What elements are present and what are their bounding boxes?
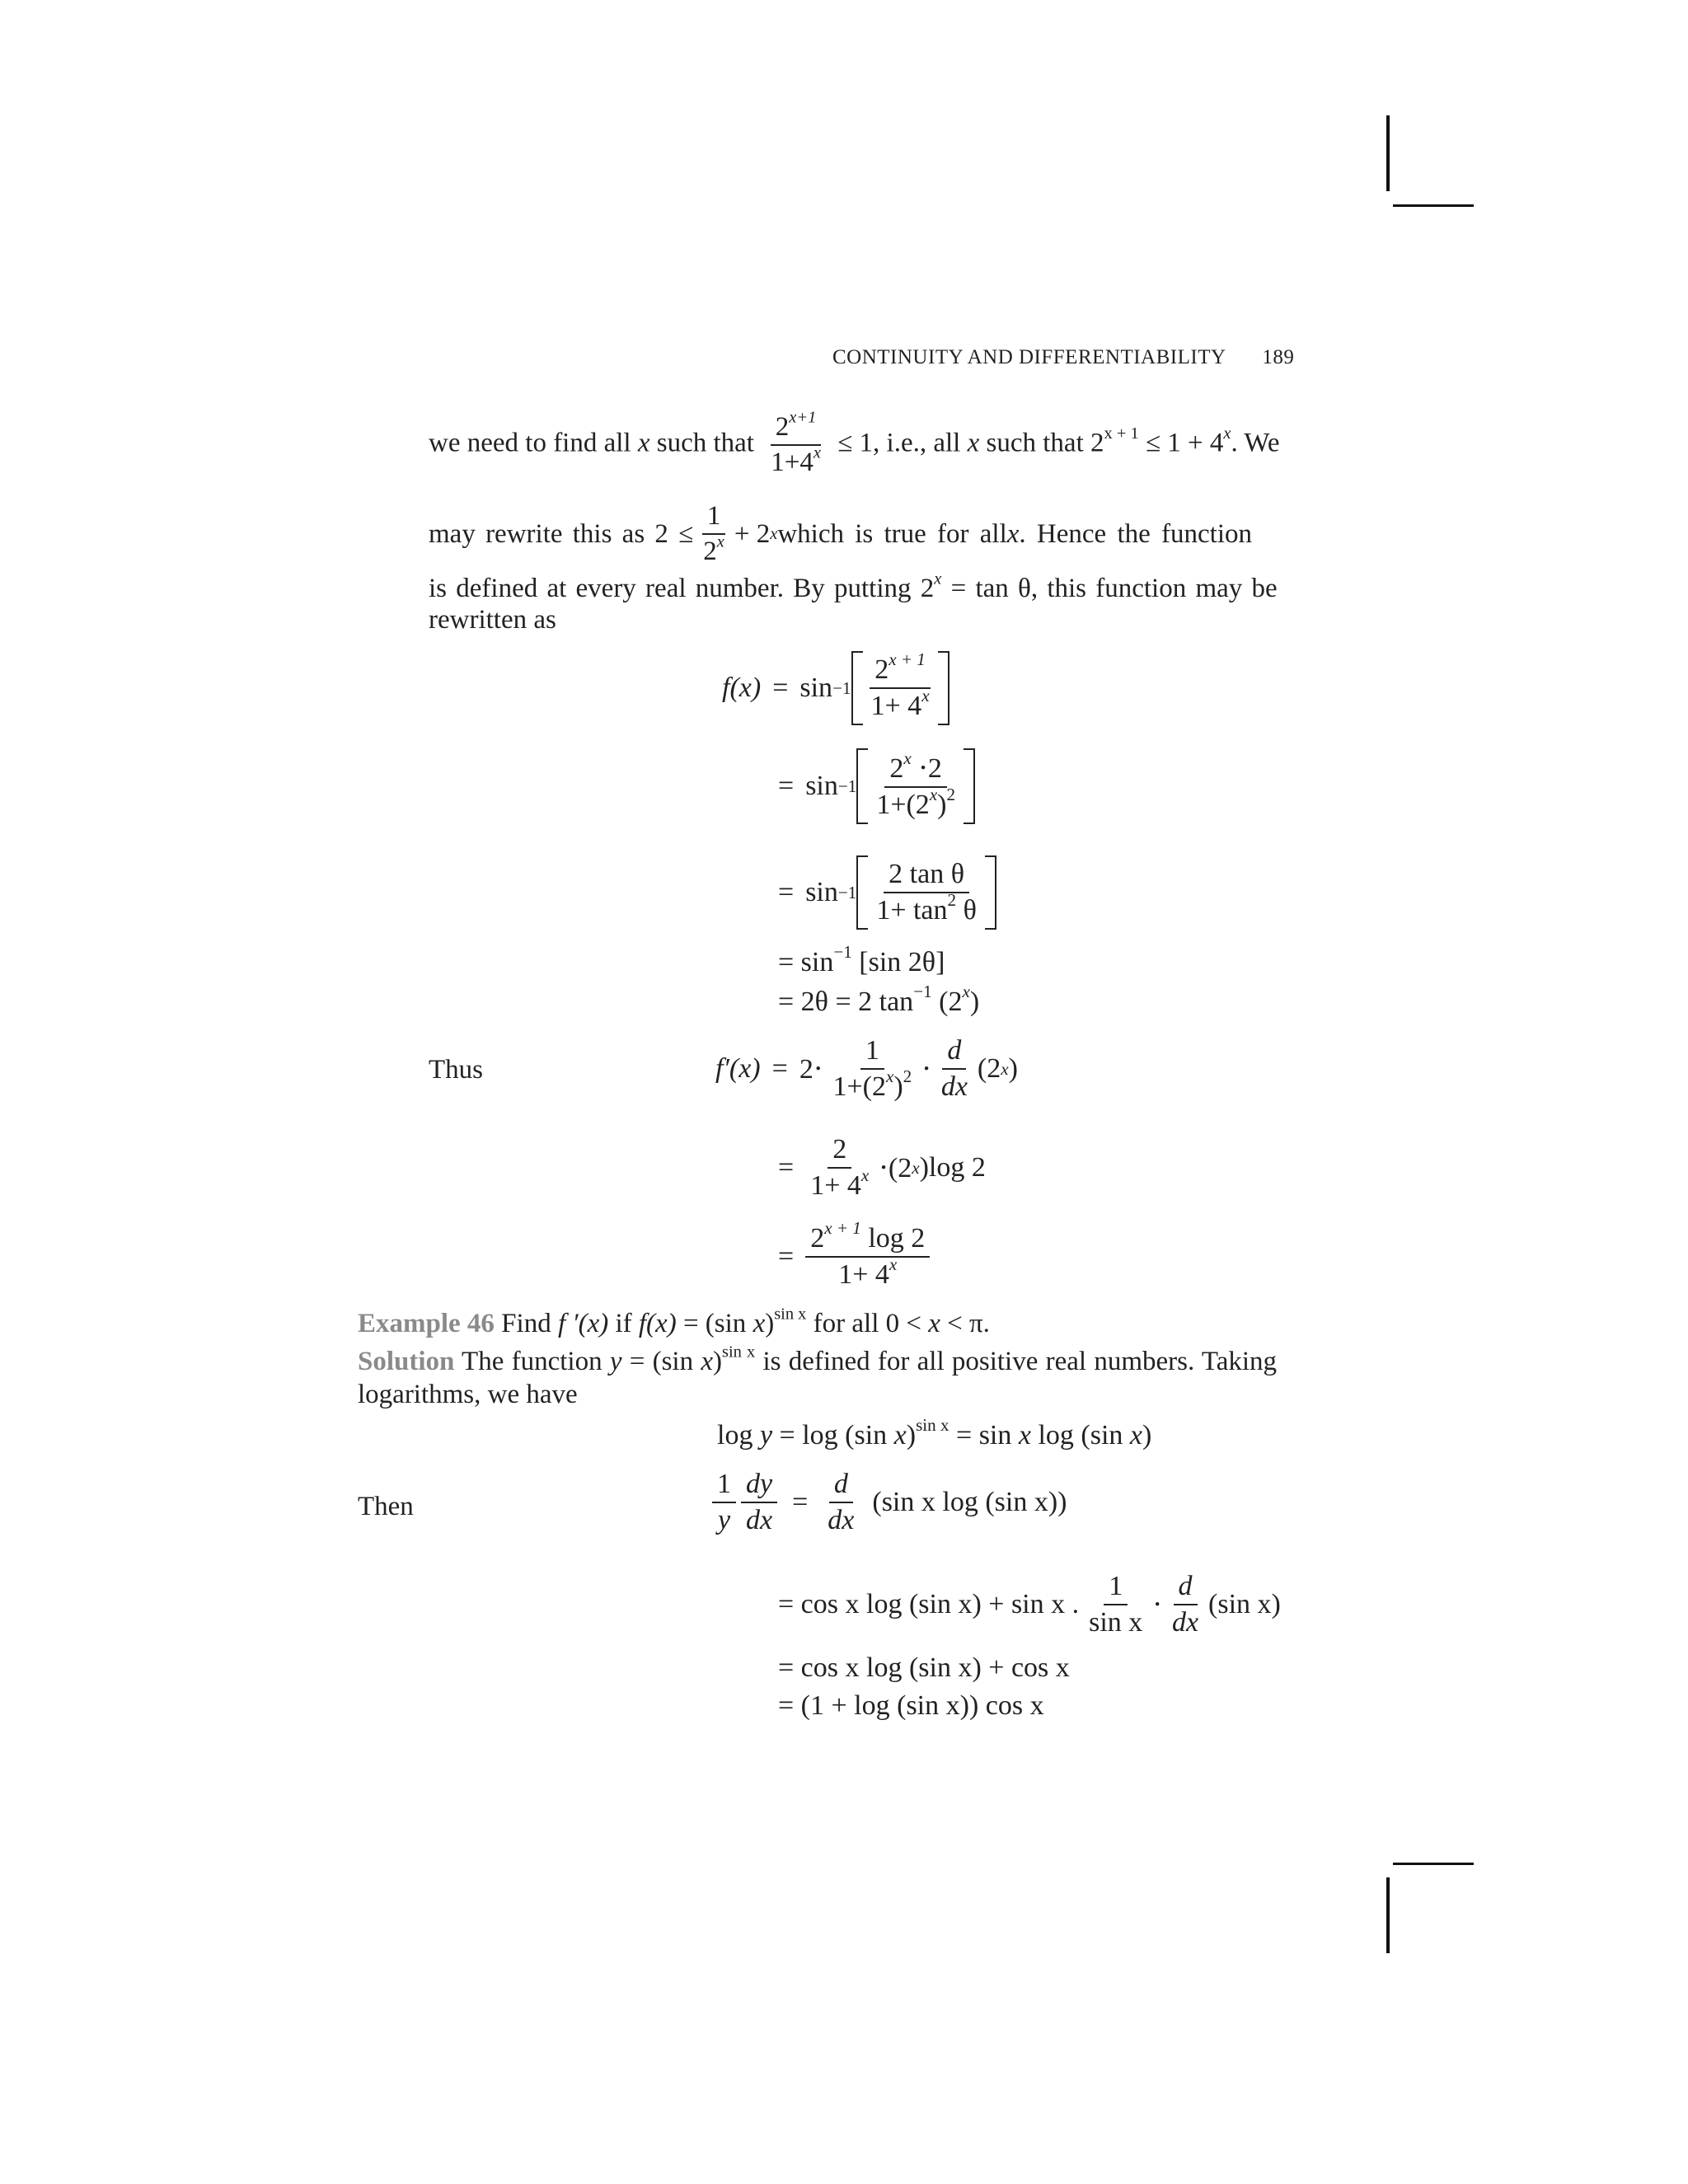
para1-sup-f: x + 1 [1104,424,1139,443]
para1-line [429,408,1310,478]
example-fx: f(x) [638,1309,677,1338]
frac2-den-sup: x [716,532,724,551]
eq1-den-sup: x [921,686,930,706]
eq7-num: 2 [828,1134,851,1169]
para2-text-b: + 2 [734,518,771,549]
para1-text-g: ≤ 1 + 4 [1138,428,1224,458]
equation-9 [717,1415,1152,1451]
para2-line: may rewrite this as 2 ≤ $\frac{1}{2^x}$ + 2 x which is true for all x . Hence the function [429,501,1252,566]
eq11-d2: dx [1171,1607,1199,1638]
eq6-d-num: d [942,1035,966,1070]
eq8-num-b: log 2 [860,1223,926,1254]
eq11-num: 1 [1104,1571,1128,1605]
eq1-lhs: f(x) [722,673,762,703]
solution-var-y: y [609,1347,622,1376]
para3-sup: x [934,569,942,588]
para1-text-c: such that [649,428,762,458]
solution-label: Solution [358,1347,455,1376]
eq10-d2: dx [746,1505,773,1535]
frac-num-sup: x+1 [789,408,817,427]
eq11-den: sin x [1089,1607,1143,1638]
eq10-tail: (sin x log (sin x)) [872,1487,1067,1517]
eq7-frac [805,1134,874,1202]
eq1-num: 2 [874,654,889,685]
eq9-b: y [759,1420,773,1451]
eq10-frac1 [712,1469,736,1536]
eq2-num-b: ⋅2 [911,753,942,784]
para1-sup-g: x [1223,424,1231,443]
example-label: Example 46 [358,1309,495,1338]
eq8-num: 2 [810,1223,825,1254]
eq8-den-sup: x [889,1254,898,1275]
eq4-text: = sin [778,947,834,977]
eq2-equals: = [778,771,795,801]
frac-den-sup: x [813,443,821,462]
eq3-num: 2 tan θ [884,859,969,893]
eq9-f: = sin [949,1420,1019,1451]
eq6-deriv [936,1035,973,1103]
eq11-n2: d [1174,1571,1198,1605]
crop-mark-bottom-horizontal [1393,1863,1474,1865]
eq2-den-b: ) [937,790,947,820]
equation-10 [707,1469,1067,1536]
running-header [832,346,1294,370]
eq7-den-sup: x [860,1165,870,1186]
para3-line2 [429,605,556,636]
eq6-d-den: dx [940,1071,968,1102]
para3-text-b: = tan θ, this function may be [941,574,1278,603]
eq7-equals: = [778,1152,795,1183]
equation-5 [778,982,980,1018]
thus-label: Thus [429,1055,483,1085]
frac-den: 1+4 [771,448,814,477]
eq8-frac [805,1218,930,1291]
frac2-num: 1 [702,501,726,535]
solution-text-c: = (sin [621,1347,701,1376]
eq6-tail: (2 [977,1053,1001,1084]
eq7-den: 1+ 4 [810,1170,861,1201]
eq9-a: log [717,1420,760,1451]
para3-line1 [429,569,1278,605]
inline-fraction-1 [766,408,826,478]
solution-text-e: ) [713,1347,723,1376]
eq6-equals: = [771,1053,788,1084]
eq8-equals: = [778,1241,795,1272]
eq1-num-sup: x + 1 [889,649,926,670]
eq9-i: x [1129,1420,1143,1451]
equation-7: = $\frac{2}{1+ 4^x}$ ⋅(2 x )log 2 [778,1134,986,1201]
eq11-dot: ⋅ [1152,1590,1162,1620]
eq5-end: ) [969,987,980,1017]
para2-var: x [1006,518,1020,549]
example-text-j: < π. [940,1309,990,1338]
eq6-lhs: f′(x) [715,1053,761,1084]
eq3-equals: = [778,877,795,907]
eq9-h: log (sin [1030,1420,1130,1451]
eq11-deriv [1167,1571,1203,1638]
eq10-frac2 [741,1469,777,1536]
para1-text-h: . We [1231,428,1280,458]
para1-text-d: ≤ 1, i.e., all [837,428,968,458]
equation-4 [778,942,945,978]
equation-1: f(x) = sin −1 $\frac{2^{x + 1}}{1+ 4^x}$ [722,651,950,725]
eq6-tail-end: ) [1008,1053,1018,1084]
example-text-g: ) [765,1309,775,1338]
equation-12 [778,1652,1070,1684]
frac-num: 2 [775,412,790,442]
crop-mark-top-vertical [1386,115,1390,191]
solution-text-g: logarithms, we have [358,1380,578,1409]
example-text-c: if [608,1309,639,1338]
eq11-frac [1084,1571,1147,1638]
para2-text-c: which is true for all [777,518,1007,549]
eq2-bracket [856,748,975,824]
eq9-g: x [1018,1420,1031,1451]
example-text-e: = (sin [676,1309,753,1338]
eq6-dot: ⋅ [921,1054,931,1085]
eq6-den-sup2: 2 [903,1066,912,1087]
solution-sup: sin x [722,1343,756,1361]
eq11-a: = cos x log (sin x) + sin x . [778,1589,1080,1619]
eq2-fn: sin [805,771,838,801]
para1-var2: x [967,428,980,458]
eq5-rest-sup: x [962,982,970,1002]
eq2-den: 1+(2 [876,790,930,820]
solution-var-x: x [701,1347,714,1376]
eq8-num-sup: x + 1 [824,1218,861,1239]
eq9-d: x [893,1420,907,1451]
para1-text-a: we need to find all [429,428,638,458]
eq3-den-b: θ [956,895,977,926]
eq10-n1: 1 [712,1469,736,1503]
solution-text-a: The function [454,1347,610,1376]
para2-text-e: . Hence the function [1019,518,1252,549]
eq3-fn: sin [805,877,838,907]
eq2-num-sup: x [903,748,912,769]
para1-text-f: such that 2 [979,428,1104,458]
eq11-tail: (sin x) [1208,1589,1281,1619]
eq13-text: = (1 + log (sin x)) cos x [778,1690,1044,1721]
eq2-den-sup: x [929,785,938,805]
frac2-den: 2 [703,537,717,566]
eq10-n2: dy [741,1469,777,1503]
eq5-sup: −1 [913,982,932,1002]
eq8-den: 1+ 4 [838,1259,889,1290]
equation-2: = sin −1 $\frac{2^x \cdot 2}{1+(2^x)^2}$ [778,748,975,824]
equation-6: f′(x) = 2⋅ $\frac{1}{1+(2^x)^2}$ ⋅ $\frac{d}{dx}$ (2 x ) [715,1035,1018,1102]
solution-line2 [358,1380,578,1411]
eq6-den: 1+(2 [832,1071,886,1102]
para3-text-c: rewritten as [429,605,556,635]
eq12-text: = cos x log (sin x) + cos x [778,1652,1070,1683]
eq3-den: 1+ tan [876,895,948,926]
example-text-a: Find [494,1309,558,1338]
eq1-bracket [851,651,950,725]
para3-text-a: is defined at every real number. By putting 2 [429,574,935,603]
eq7-tail-end: )log 2 [919,1152,986,1183]
example-var2: x [928,1309,940,1338]
eq1-den: 1+ 4 [870,691,922,721]
equation-3: = sin −1 $\frac{\text{2 tan θ}}{1+ \tan^2 \theta}$ [778,855,996,930]
inline-fraction-2 [698,501,729,567]
eq10-n3: d [829,1469,853,1503]
equation-13 [778,1690,1044,1722]
page-number: 189 [1262,346,1295,368]
eq2-den-sup2: 2 [946,785,956,805]
eq1-equals: = [772,673,789,703]
crop-mark-top-horizontal [1393,204,1474,207]
example-var: x [753,1309,766,1338]
example-text-h: for all 0 < [806,1309,929,1338]
equation-8 [778,1218,935,1291]
equation-11 [778,1571,1281,1638]
then-label: Then [358,1492,414,1521]
para1-var: x [637,428,650,458]
eq10-d3: dx [828,1505,855,1535]
header-title: CONTINUITY AND DIFFERENTIABILITY [832,346,1226,368]
crop-mark-bottom-vertical [1386,1877,1390,1953]
eq9-j: ) [1142,1420,1152,1451]
eq9-e: ) [906,1420,917,1451]
eq4-rest: [sin 2θ] [851,947,945,977]
eq1-fn: sin [799,673,833,703]
eq9-sup: sin x [916,1415,950,1436]
eq6-num: 1 [860,1035,884,1070]
eq6-coef: 2⋅ [799,1054,823,1085]
eq6-den-b: ) [893,1071,903,1102]
para2-text-a: may rewrite this as 2 ≤ [429,518,694,549]
example-line [358,1305,990,1340]
solution-line1 [358,1343,1278,1378]
eq6-frac [828,1035,917,1103]
eq2-num: 2 [889,753,904,784]
eq10-d1: y [717,1505,731,1535]
eq10-frac3 [823,1469,859,1536]
eq7-tail: ⋅(2 [879,1153,912,1183]
solution-text-f: is defined for all positive real numbers. Taking [755,1347,1278,1376]
example-fprime: f ′(x) [557,1309,609,1338]
eq4-sup: −1 [833,942,852,963]
eq10-equals: = [792,1487,809,1517]
example-sup: sin x [774,1305,807,1324]
eq3-den-sup: 2 [947,890,957,911]
eq6-den-sup: x [885,1066,894,1087]
eq9-c: = log (sin [772,1420,894,1451]
eq5-text: = 2θ = 2 tan [778,987,914,1017]
eq5-rest: (2 [931,987,963,1017]
eq3-bracket [856,855,996,930]
